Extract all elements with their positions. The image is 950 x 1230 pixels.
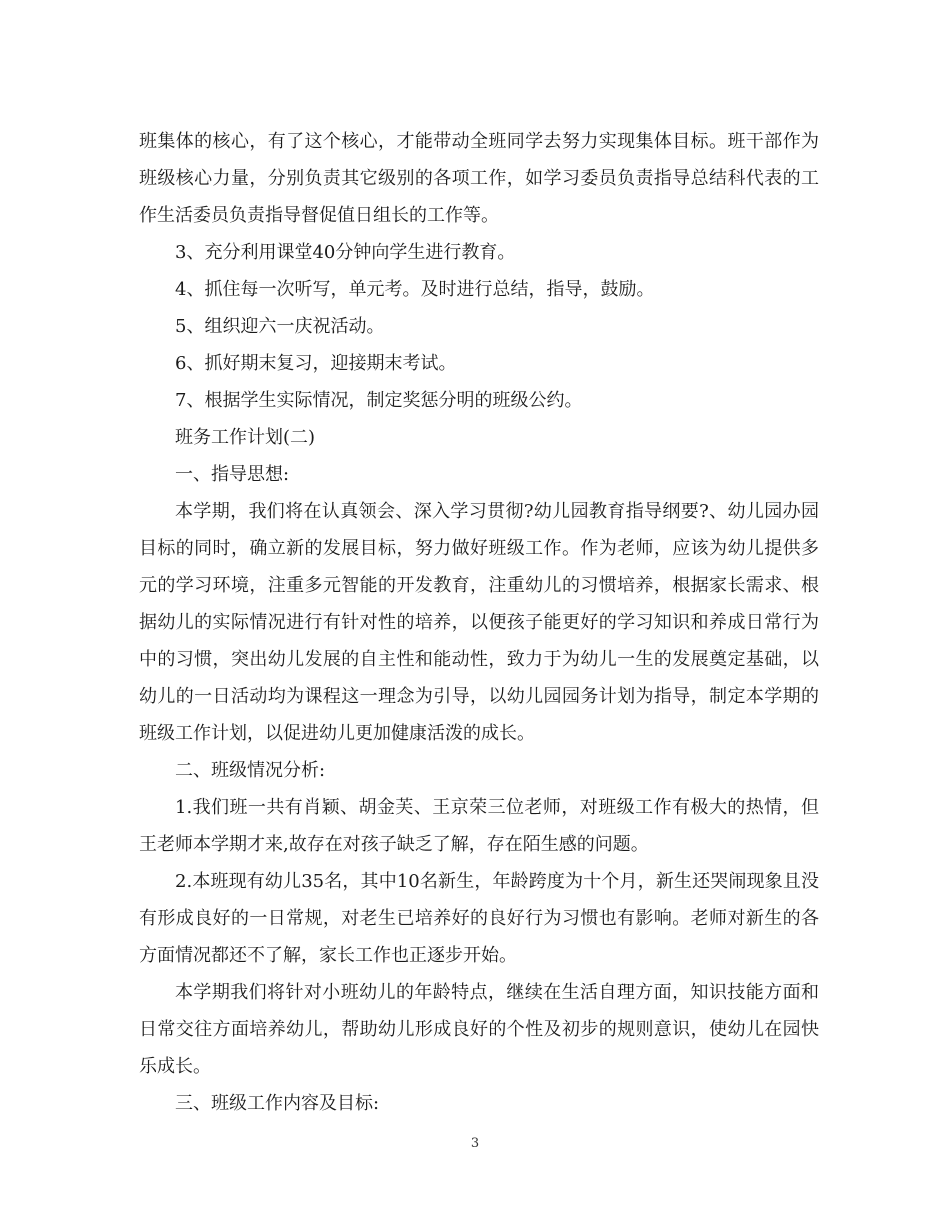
document-body — [139, 123, 819, 1122]
heading-work-content: 三、班级工作内容及目标: — [175, 1093, 380, 1114]
paragraph-3: 4、抓住每一次听写，单元考。及时进行总结，指导，鼓励。 — [175, 279, 655, 300]
heading-class-analysis: 二、班级情况分析: — [175, 760, 326, 781]
section-title-plan-2: 班务工作计划(二) — [175, 427, 316, 448]
heading-guiding-thought: 一、指导思想: — [175, 464, 290, 485]
paragraph-semester-goals: 本学期我们将针对小班幼儿的年龄特点，继续在生活自理方面，知识技能方面和日常交往方面培养幼儿，帮助幼儿形成良好的个性及初步的规则意识，使幼儿在园快乐成长。 — [139, 982, 819, 1077]
paragraph-analysis-2: 2.本班现有幼儿35名，其中10名新生，年龄跨度为十个月，新生还哭闹现象且没有形成良好的一日常规，对老生已培养好的良好行为习惯也有影响。老师对新生的各方面情况都还不了解，家长工作也正逐步开始。 — [139, 871, 819, 966]
paragraph-1: 班集体的核心，有了这个核心，才能带动全班同学去努力实现集体目标。班干部作为班级核心力量，分别负责其它级别的各项工作，如学习委员负责指导总结科代表的工作生活委员负责指导督促值日组长的工作等。 — [139, 131, 819, 226]
paragraph-6: 7、根据学生实际情况，制定奖惩分明的班级公约。 — [175, 390, 583, 411]
paragraph-guiding-thought: 本学期，我们将在认真领会、深入学习贯彻?幼儿园教育指导纲要?、幼儿园办园目标的同时，确立新的发展目标，努力做好班级工作。作为老师，应该为幼儿提供多元的学习环境，注重多元智能的开发教育，注重幼儿的习惯培养，根据家长需求、根据幼儿的实际情况进行有针对性的培养，以便孩子能更好的学习知识和养成日常行为中的习惯，突出幼儿发展的自主性和能动性，致力于为幼儿一生的发展奠定基础，以幼儿的一日活动均为课程这一理念为引导，以幼儿园园务计划为指导，制定本学期的班级工作计划，以促进幼儿更加健康活泼的成长。 — [139, 501, 819, 744]
paragraph-5: 6、抓好期末复习，迎接期末考试。 — [175, 353, 457, 374]
page-number: 3 — [470, 1136, 480, 1151]
paragraph-4: 5、组织迎六一庆祝活动。 — [175, 316, 385, 337]
paragraph-analysis-1: 1.我们班一共有肖颖、胡金芙、王京荣三位老师，对班级工作有极大的热情，但王老师本学期才来,故存在对孩子缺乏了解，存在陌生感的问题。 — [139, 797, 819, 855]
paragraph-2: 3、充分利用课堂40分钟向学生进行教育。 — [175, 242, 516, 263]
